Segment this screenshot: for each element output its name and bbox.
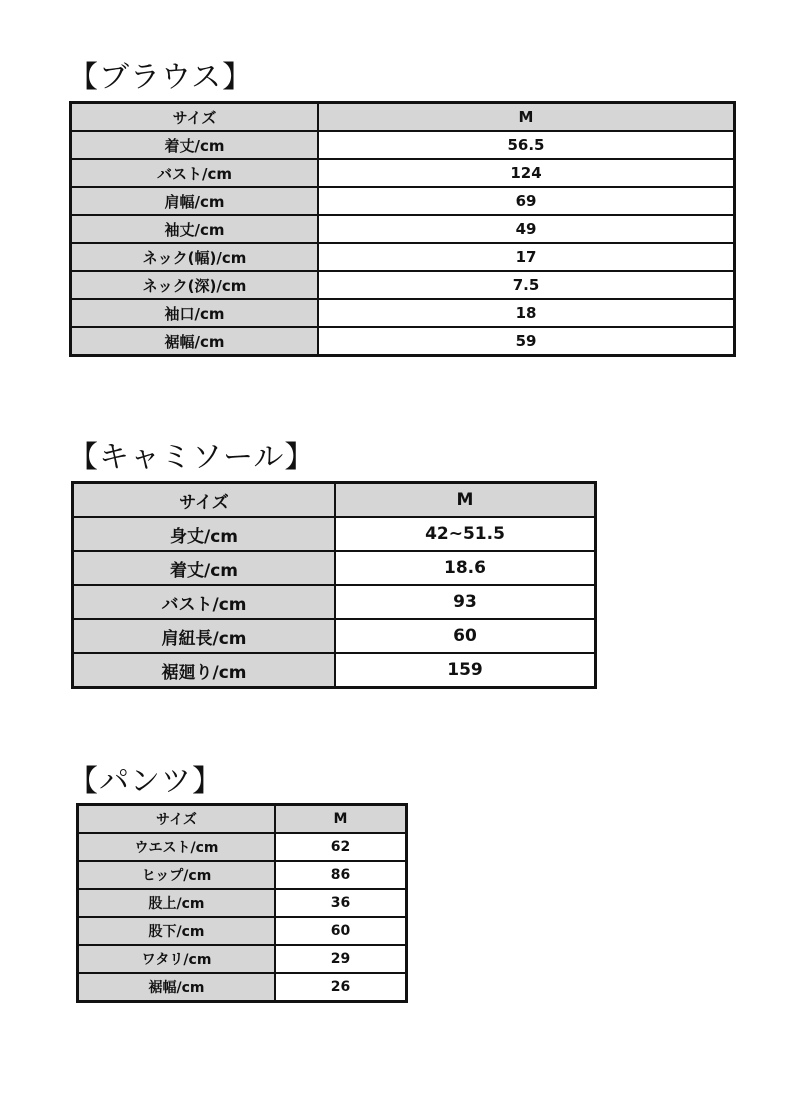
- row-value: 18.6: [335, 551, 596, 585]
- table-row: [78, 889, 407, 917]
- size-table-blouse: [69, 101, 736, 357]
- table-row: [71, 327, 735, 356]
- row-value: 60: [335, 619, 596, 653]
- row-label: 着丈/cm: [73, 551, 336, 585]
- row-label: バスト/cm: [73, 585, 336, 619]
- row-value: 49: [318, 215, 735, 243]
- header-size-label: サイズ: [73, 483, 336, 518]
- row-label: ヒップ/cm: [78, 861, 276, 889]
- row-label: ネック(深)/cm: [71, 271, 319, 299]
- row-label: 着丈/cm: [71, 131, 319, 159]
- header-size-value: M: [335, 483, 596, 518]
- size-table-camisole: [71, 481, 597, 689]
- table-row: [71, 131, 735, 159]
- row-label: ワタリ/cm: [78, 945, 276, 973]
- row-label: 肩紐長/cm: [73, 619, 336, 653]
- row-value: 42~51.5: [335, 517, 596, 551]
- table-row: [78, 973, 407, 1002]
- row-label: バスト/cm: [71, 159, 319, 187]
- row-label: 裾幅/cm: [71, 327, 319, 356]
- header-size-label: サイズ: [71, 103, 319, 132]
- row-value: 59: [318, 327, 735, 356]
- row-label: ウエスト/cm: [78, 833, 276, 861]
- table-row: [71, 243, 735, 271]
- row-value: 62: [275, 833, 407, 861]
- row-value: 159: [335, 653, 596, 688]
- size-table-pants: [76, 803, 408, 1003]
- section-title-blouse: 【ブラウス】: [68, 60, 254, 95]
- table-header-row: [73, 483, 596, 518]
- row-value: 7.5: [318, 271, 735, 299]
- row-value: 26: [275, 973, 407, 1002]
- row-value: 86: [275, 861, 407, 889]
- table-row: [71, 271, 735, 299]
- table-header-row: [71, 103, 735, 132]
- table-row: [78, 861, 407, 889]
- table-row: [73, 551, 596, 585]
- row-label: 袖口/cm: [71, 299, 319, 327]
- table-row: [71, 299, 735, 327]
- row-label: 身丈/cm: [73, 517, 336, 551]
- row-value: 60: [275, 917, 407, 945]
- row-label: 肩幅/cm: [71, 187, 319, 215]
- section-title-pants: 【パンツ】: [68, 764, 223, 799]
- table-row: [71, 187, 735, 215]
- row-label: 裾幅/cm: [78, 973, 276, 1002]
- row-value: 69: [318, 187, 735, 215]
- table-row: [73, 653, 596, 688]
- section-title-camisole: 【キャミソール】: [68, 440, 316, 475]
- row-label: 股上/cm: [78, 889, 276, 917]
- header-size-value: M: [275, 805, 407, 834]
- row-value: 18: [318, 299, 735, 327]
- row-value: 17: [318, 243, 735, 271]
- header-size-value: M: [318, 103, 735, 132]
- table-row: [71, 215, 735, 243]
- row-label: ネック(幅)/cm: [71, 243, 319, 271]
- table-row: [78, 833, 407, 861]
- table-row: [71, 159, 735, 187]
- table-row: [73, 619, 596, 653]
- row-value: 29: [275, 945, 407, 973]
- row-label: 裾廻り/cm: [73, 653, 336, 688]
- row-value: 93: [335, 585, 596, 619]
- table-row: [73, 585, 596, 619]
- row-value: 36: [275, 889, 407, 917]
- table-row: [78, 945, 407, 973]
- row-label: 股下/cm: [78, 917, 276, 945]
- table-row: [78, 917, 407, 945]
- header-size-label: サイズ: [78, 805, 276, 834]
- table-header-row: [78, 805, 407, 834]
- table-row: [73, 517, 596, 551]
- row-value: 56.5: [318, 131, 735, 159]
- row-label: 袖丈/cm: [71, 215, 319, 243]
- row-value: 124: [318, 159, 735, 187]
